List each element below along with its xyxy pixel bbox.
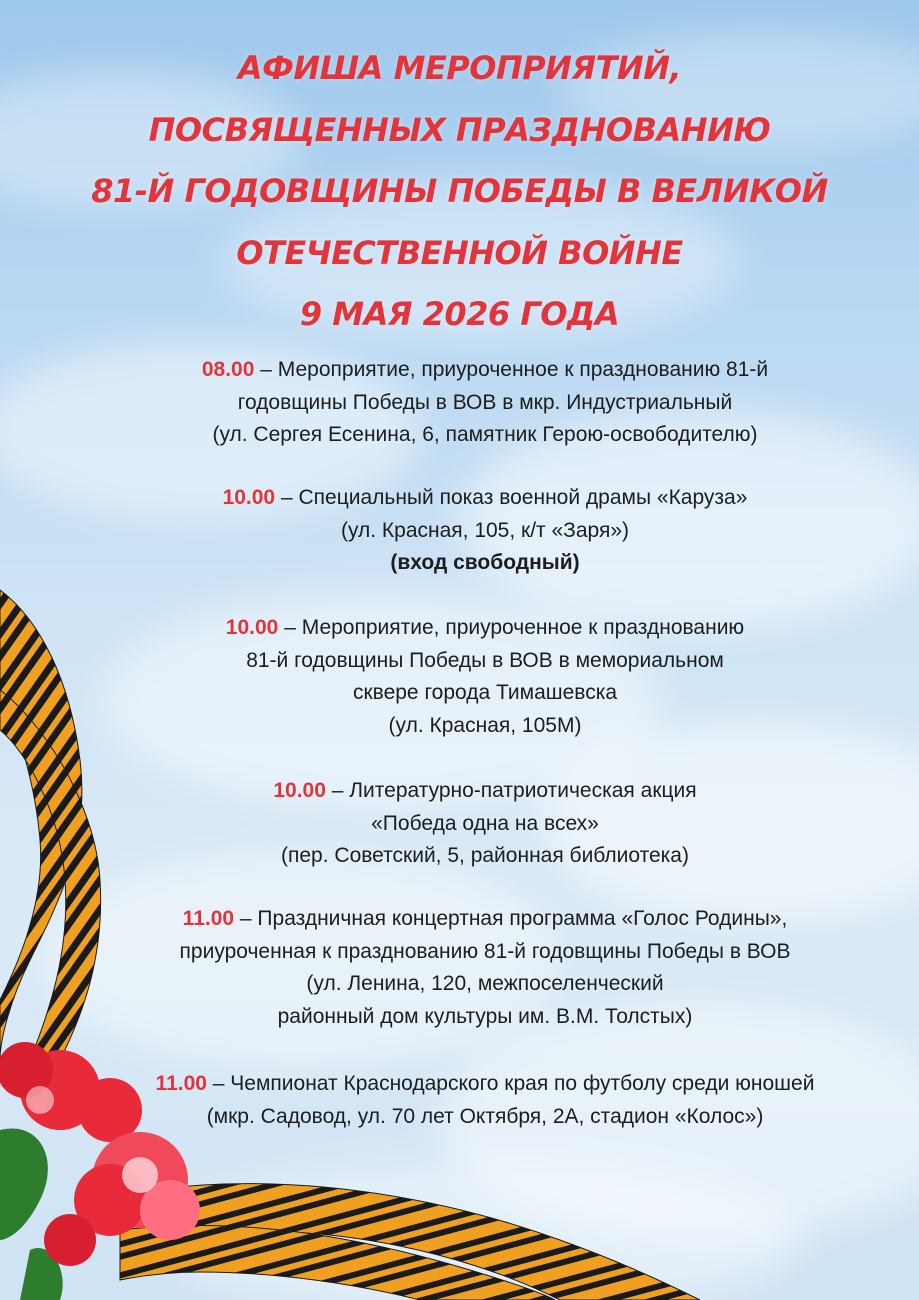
event-item (100, 1068, 870, 1133)
event-line: сквере города Тимашевска (352, 681, 618, 705)
event-line (100, 903, 870, 936)
event-text: – Литературно-патриотическая акция (331, 779, 697, 802)
event-time: 11.00 (155, 1072, 207, 1095)
event-time: 10.00 (225, 616, 279, 639)
event-line: «Победа одна на всех» (371, 811, 599, 835)
event-line: (ул. Ленина, 120, межпоселенческий (306, 972, 664, 996)
event-time: 11.00 (182, 907, 235, 930)
event-line: (ул. Красная, 105М) (388, 713, 582, 737)
event-line: годовщины Победы в ВОВ в мкр. Индустриальный (237, 390, 733, 414)
event-item (100, 612, 870, 742)
event-line: (мкр. Садовод, ул. 70 лет Октября, 2А, стадион «Колос») (206, 1104, 764, 1128)
event-text: – Чемпионат Краснодарского края по футболу среди юношей (212, 1072, 815, 1095)
event-item (100, 775, 870, 873)
event-line (100, 612, 870, 645)
event-line (100, 354, 870, 387)
event-line: (ул. Сергея Есенина, 6, памятник Герою-освободителю) (212, 423, 758, 447)
event-line: районный дом культуры им. В.М. Толстых) (277, 1004, 693, 1028)
event-line (100, 775, 870, 808)
event-line: (ул. Красная, 105, к/т «Заря») (340, 518, 630, 542)
event-text: – Мероприятие, приуроченное к празднованию 81-й (260, 358, 769, 381)
title-line: ОТЕЧЕСТВЕННОЙ ВОЙНЕ (236, 233, 683, 272)
event-line: (пер. Советский, 5, районная библиотека) (281, 844, 689, 868)
event-line: приуроченная к празднованию 81-й годовщины Победы в ВОВ (179, 939, 791, 963)
event-text: – Мероприятие, приуроченное к празднованию (284, 616, 745, 639)
title-line: АФИША МЕРОПРИЯТИЙ, (237, 49, 682, 87)
title-line: 9 МАЯ 2026 ГОДА (299, 295, 620, 333)
event-line (100, 482, 870, 515)
event-line: 81-й годовщины Победы в ВОВ в мемориальном (246, 648, 724, 672)
event-text: – Праздничная концертная программа «Голос Родины», (239, 907, 788, 930)
poster-title (0, 38, 919, 346)
event-item (100, 903, 870, 1033)
title-line: ПОСВЯЩЕННЫХ ПРАЗДНОВАНИЮ (148, 110, 771, 149)
event-time: 10.00 (273, 779, 326, 802)
event-note: (вход свободный) (390, 551, 580, 575)
event-item (100, 354, 870, 452)
event-time: 08.00 (201, 358, 255, 381)
event-time: 10.00 (222, 486, 276, 509)
event-text: – Специальный показ военной драмы «Каруза» (280, 486, 748, 509)
event-line (100, 1068, 870, 1101)
event-item (100, 482, 870, 580)
title-line: 81-Й ГОДОВЩИНЫ ПОБЕДЫ В ВЕЛИКОЙ (91, 172, 828, 210)
